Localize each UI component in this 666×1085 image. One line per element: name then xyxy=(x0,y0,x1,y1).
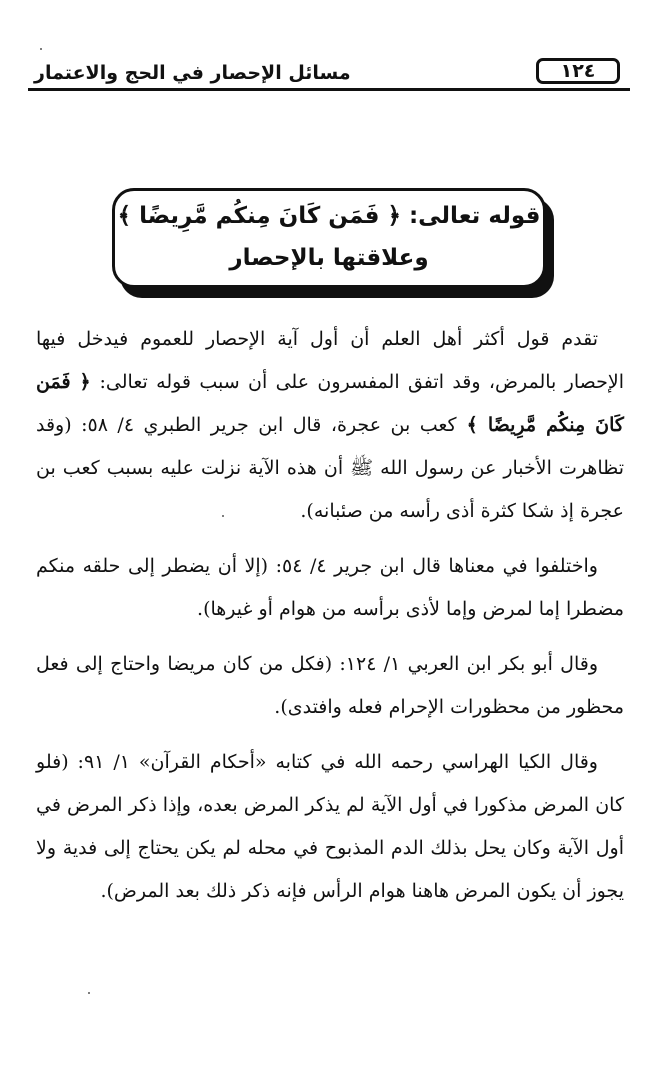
header-rule xyxy=(28,88,630,91)
paragraph-1-text-after: كعب بن عجرة، قال ابن جرير الطبري ٤/ ٥٨: (وقد تظاهرت الأخبار عن رسول الله ﷺ أن هذه الآية نزلت عليه بسبب كعب بن عجرة إذ شكا كثرة أذى رأسه من صئبانه). xyxy=(36,414,624,522)
section-title-line-2: وعلاقتها بالإحصار xyxy=(229,245,429,271)
section-title-verse: ﴿ فَمَن كَانَ مِنكُم مَّرِيضًا ﴾ xyxy=(117,203,401,229)
paragraph-1-verse: ﴿ فَمَن كَانَ مِنكُم مَّرِيضًا ﴾ xyxy=(36,371,624,436)
page-number: ١٢٤ xyxy=(536,58,620,84)
scan-speck xyxy=(40,48,42,50)
section-title-prefix: قوله تعالى: xyxy=(408,203,541,229)
paragraph-2: واختلفوا في معناها قال ابن جرير ٤/ ٥٤: (إلا أن يضطر إلى حلقه منكم مضطرا إما لمرض وإما لأذى برأسه من هوام أو غيرها). xyxy=(36,555,624,620)
paragraph-1-text-before: تقدم قول أكثر أهل العلم أن أول آية الإحصار للعموم فيدخل فيها الإحصار بالمرض، وقد اتفق المفسرون على أن سبب قوله تعالى: xyxy=(36,328,624,393)
paragraph-1 xyxy=(36,318,624,533)
running-head-title: مسائل الإحصار في الحج والاعتمار xyxy=(34,62,351,84)
scan-speck xyxy=(222,515,224,517)
section-title-line-1 xyxy=(115,203,543,229)
scan-speck xyxy=(88,992,90,994)
page-header xyxy=(28,58,630,90)
body-text xyxy=(36,318,624,925)
paragraph-3: وقال أبو بكر ابن العربي ١/ ١٢٤: (فكل من كان مريضا واحتاج إلى فعل محظور من محظورات الإحرام فعله وافتدى). xyxy=(36,653,624,718)
section-title-box xyxy=(112,188,546,288)
paragraph-4: وقال الكيا الهراسي رحمه الله في كتابه «أحكام القرآن» ١/ ٩١: (فلو كان المرض مذكورا في أول الآية لم يذكر المرض بعده، وإذا ذكر المرض في أول الآية وكان يحل بذلك الدم المذبوح في محله لم يكن يحتاج إلى فدية ولا يجوز أن يكون المرض هاهنا هوام الرأس فإنه ذكر ذلك بعد المرض). xyxy=(36,751,624,902)
